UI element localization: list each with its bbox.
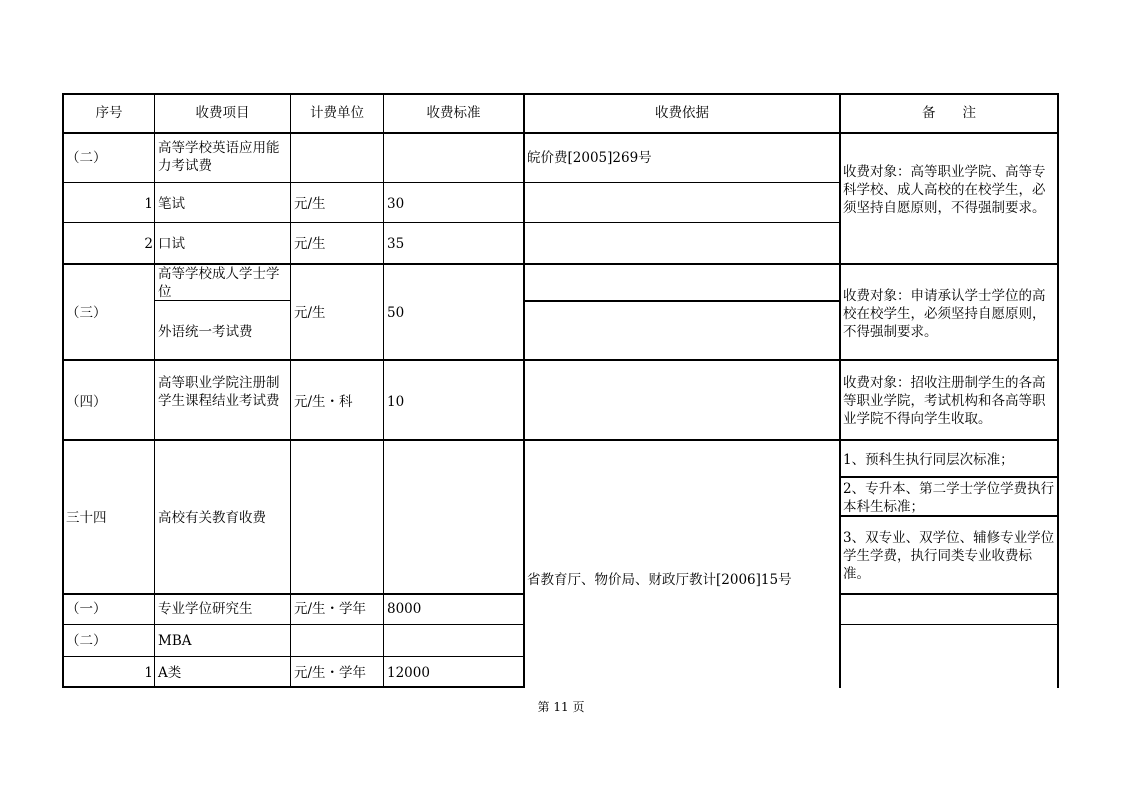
remark-cell: 2、专升本、第二学士学位学费执行本科生标准； <box>843 481 1055 515</box>
item-cell: MBA <box>158 633 192 649</box>
unit-cell: 元/生・学年 <box>294 601 367 617</box>
header-unit: 计费单位 <box>310 105 364 121</box>
remark-cell: 1、预科生执行同层次标准； <box>843 452 1014 468</box>
basis-cell: 皖价费[2005]269号 <box>527 150 652 166</box>
remark-cell: 3、双专业、双学位、辅修专业学位学生学费，执行同类专业收费标准。 <box>843 530 1055 582</box>
seq-cell: 三十四 <box>66 510 107 526</box>
seq-cell: （二） <box>66 633 107 649</box>
row-line <box>523 300 840 302</box>
row-line <box>839 476 1059 478</box>
item-cell: 高等学校英语应用能力考试费 <box>158 140 280 174</box>
standard-cell: 35 <box>387 236 405 252</box>
seq-cell: 1 <box>144 665 153 681</box>
item-cell: 高校有关教育收费 <box>158 510 266 526</box>
seq-cell: （二） <box>66 150 107 166</box>
row-line <box>62 593 524 595</box>
header-remark: 备 注 <box>922 105 976 121</box>
item-cell: 口试 <box>158 236 185 252</box>
item-cell: A类 <box>158 665 182 681</box>
item-cell: 高等学校成人学士学位 <box>158 266 280 300</box>
seq-cell: 1 <box>144 196 153 212</box>
item-cell: 专业学位研究生 <box>158 601 253 617</box>
remark-cell: 收费对象：申请承认学士学位的高校在校学生，必须坚持自愿原则，不得强制要求。 <box>843 288 1046 340</box>
table-bottom-border <box>62 686 524 688</box>
basis-cell: 省教育厅、物价局、财政厅教计[2006]15号 <box>527 572 792 588</box>
standard-cell: 10 <box>387 394 405 410</box>
header-basis: 收费依据 <box>655 105 709 121</box>
seq-cell: （四） <box>66 394 107 410</box>
unit-cell: 元/生 <box>294 236 326 252</box>
standard-cell: 8000 <box>387 601 422 617</box>
row-line <box>62 656 524 657</box>
standard-cell: 12000 <box>387 665 430 681</box>
standard-cell: 50 <box>387 305 405 321</box>
standard-cell: 30 <box>387 196 405 212</box>
remark-cell: 收费对象：高等职业学院、高等专科学校、成人高校的在校学生，必须坚持自愿原则，不得强制要求。 <box>843 164 1046 216</box>
row-line <box>62 439 1059 441</box>
row-line <box>62 359 1059 361</box>
row-line <box>62 222 840 223</box>
unit-cell: 元/生 <box>294 196 326 212</box>
page-number: 第 11 页 <box>537 700 585 714</box>
seq-cell: （一） <box>66 601 107 617</box>
row-line <box>839 624 1059 625</box>
seq-cell: （三） <box>66 305 107 321</box>
row-line <box>62 624 524 625</box>
row-line <box>62 182 840 183</box>
item-cell: 笔试 <box>158 196 185 212</box>
table-top-border <box>62 93 1059 95</box>
header-item: 收费项目 <box>195 105 250 121</box>
item-cell: 外语统一考试费 <box>158 324 253 340</box>
row-line <box>62 132 1059 134</box>
remark-cell: 收费对象：招收注册制学生的各高等职业学院，考试机构和各高等职业学院不得向学生收取。 <box>843 375 1046 427</box>
header-standard: 收费标准 <box>426 105 481 121</box>
seq-cell: 2 <box>144 236 153 252</box>
unit-cell: 元/生・学年 <box>294 665 367 681</box>
col-border-right <box>1057 93 1059 688</box>
item-cell: 高等职业学院注册制学生课程结业考试费 <box>158 375 280 409</box>
header-seq: 序号 <box>95 105 123 121</box>
unit-cell: 元/生・科 <box>294 394 353 410</box>
row-line <box>839 593 1059 595</box>
unit-cell: 元/生 <box>294 305 326 321</box>
